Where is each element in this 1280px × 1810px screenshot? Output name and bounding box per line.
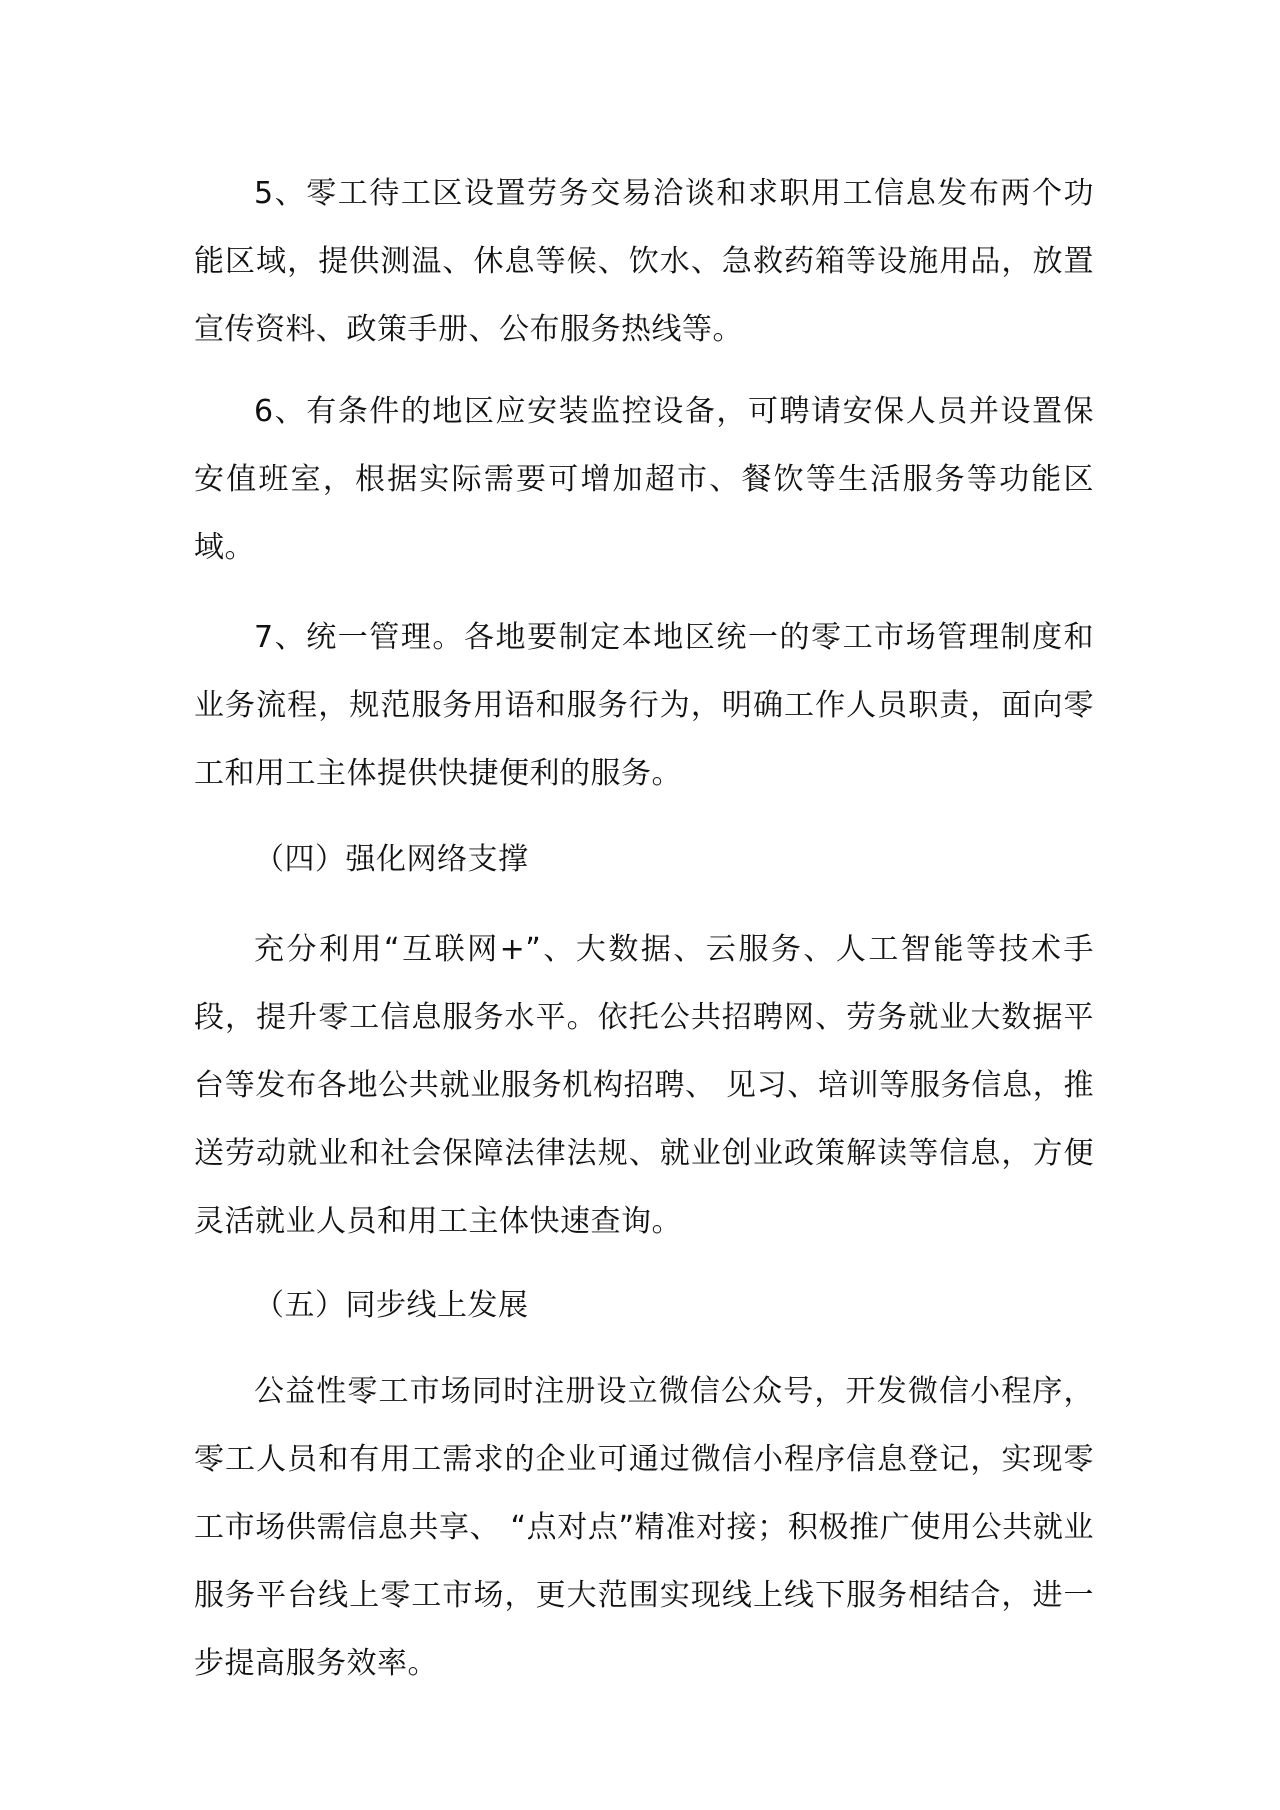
paragraph-monitoring: 6、有条件的地区应安装监控设备，可聘请安保人员并设置保安值班室，根据实际需要可增加超市、餐饮等生活服务等功能区域。 [194, 394, 1094, 565]
paragraph-unified-management: 7、统一管理。各地要制定本地区统一的零工市场管理制度和业务流程，规范服务用语和服务行为，明确工作人员职责，面向零工和用工主体提供快捷便利的服务。 [194, 620, 1094, 791]
section-heading-online-development: （五）同步线上发展 [254, 1288, 529, 1323]
paragraph-waiting-area: 5、零工待工区设置劳务交易洽谈和求职用工信息发布两个功能区域，提供测温、休息等候、饮水、急救药箱等设施用品，放置宣传资料、政策手册、公布服务热线等。 [194, 176, 1094, 347]
paragraph-online-development: 公益性零工市场同时注册设立微信公众号，开发微信小程序，零工人员和有用工需求的企业可通过微信小程序信息登记，实现零工市场供需信息共享、 “点对点”精准对接；积极推广使用公共就业服务平台线上零工市场，更大范围实现线上线下服务相结合，进一步提高服务效率。 [194, 1374, 1094, 1681]
paragraph-network-support: 充分利用“互联网+”、大数据、云服务、人工智能等技术手段，提升零工信息服务水平。依托公共招聘网、劳务就业大数据平台等发布各地公共就业服务机构招聘、 见习、培训等服务信息，推送劳动就业和社会保障法律法规、就业创业政策解读等信息，方便灵活就业人员和用工主体快速查询。 [194, 932, 1094, 1239]
section-heading-network-support: （四）强化网络支撑 [254, 842, 529, 877]
document-body [194, 160, 1094, 1714]
